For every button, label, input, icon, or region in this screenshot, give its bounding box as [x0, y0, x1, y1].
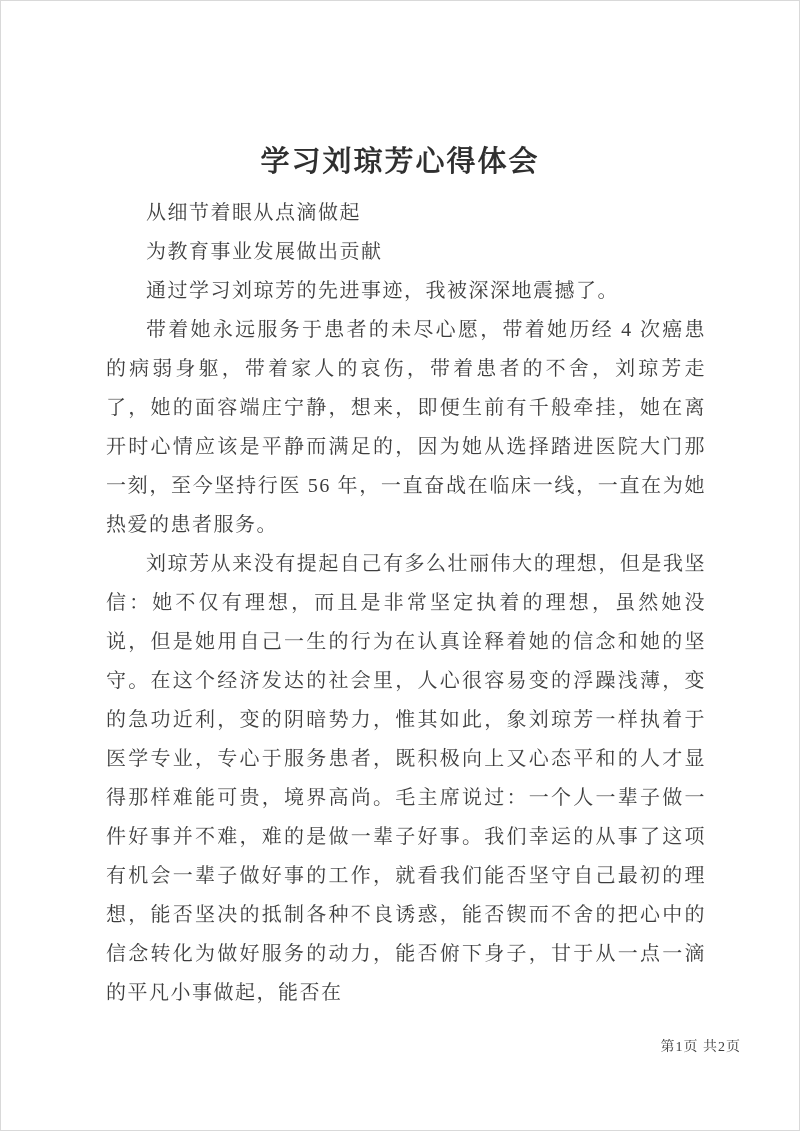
page-number-footer: 第1页 共2页	[660, 1040, 741, 1055]
paragraph-intro: 通过学习刘琼芳的先进事迹，我被深深地震撼了。	[146, 280, 619, 302]
paragraph-body-2: 刘琼芳从来没有提起自己有多么壮丽伟大的理想，但是我坚信：她不仅有理想，而且是非常坚定执着的理想，虽然她没说，但是她用自己一生的行为在认真诠释着她的信念和她的坚守。在这个经济发达的社会里，人心很容易变的浮躁浅薄，变的急功近利，变的阴暗势力，惟其如此，象刘琼芳一样执着于医学专业，专心于服务患者，既积极向上又心态平和的人才显得那样难能可贵，境界高尚。毛主席说过：一个人一辈子做一件好事并不难，难的是做一辈子好事。我们幸运的从事了这项有机会一辈子做好事的工作，就看我们能否坚守自己最初的理想，能否坚决的抵制各种不良诱惑，能否锲而不舍的把心中的信念转化为做好服务的动力，能否俯下身子，甘于从一点一滴的平凡小事做起，能否在	[106, 553, 706, 1004]
paragraph-subtitle-1: 从细节着眼从点滴做起	[146, 202, 361, 224]
document-body	[1, 194, 799, 1013]
paragraph-subtitle-2: 为教育事业发展做出贡献	[146, 241, 383, 263]
paragraph-body-1: 带着她永远服务于患者的未尽心愿，带着她历经 4 次癌患的病弱身躯，带着家人的哀伤，带着患者的不舍，刘琼芳走了，她的面容端庄宁静，想来，即便生前有千般牵挂，她在离开时心情应该是平静而满足的，因为她从选择踏进医院大门那一刻，至今坚持行医 56 年，一直奋战在临床一线，一直在为她热爱的患者服务。	[106, 319, 706, 536]
document-title: 学习刘琼芳心得体会	[260, 146, 540, 178]
